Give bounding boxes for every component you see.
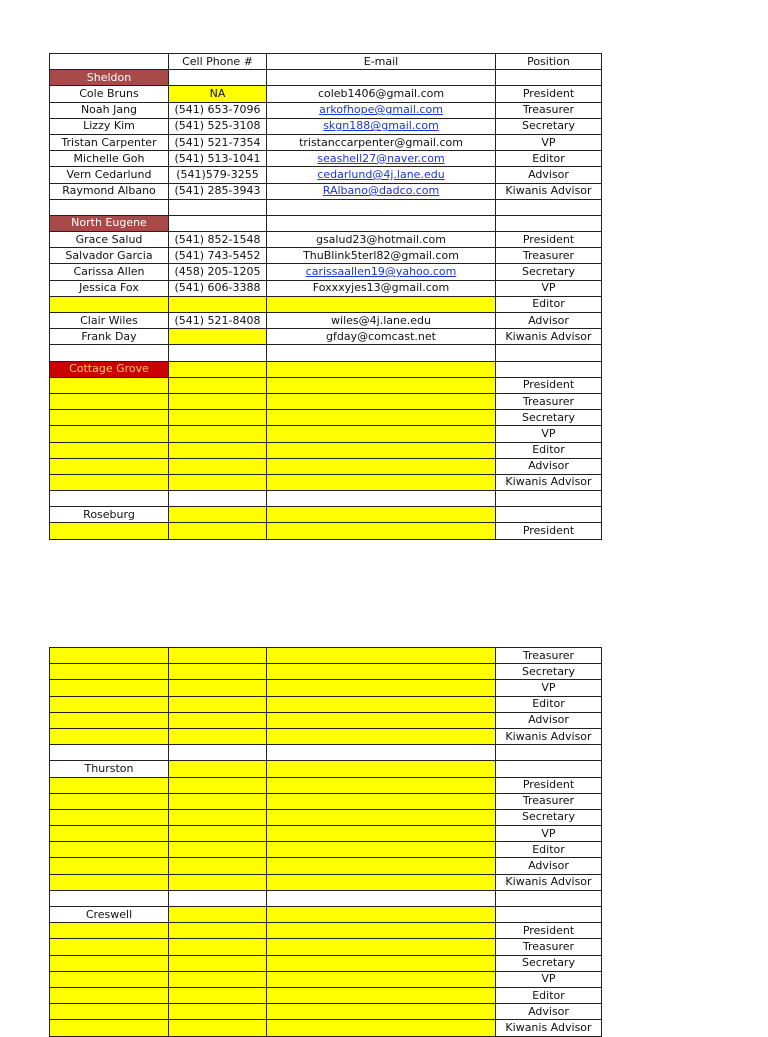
name-cell bbox=[50, 458, 169, 474]
name-cell bbox=[50, 793, 169, 809]
email-cell bbox=[267, 712, 496, 728]
name-cell bbox=[50, 874, 169, 890]
phone-cell: (541) 653-7096 bbox=[169, 102, 267, 118]
phone-cell bbox=[169, 987, 267, 1003]
phone-cell bbox=[169, 745, 267, 761]
phone-cell bbox=[169, 939, 267, 955]
position-cell bbox=[496, 507, 602, 523]
name-cell bbox=[50, 523, 169, 539]
email-cell: gsalud23@hotmail.com bbox=[267, 232, 496, 248]
header-row bbox=[50, 54, 602, 70]
phone-cell bbox=[169, 507, 267, 523]
table-row bbox=[50, 712, 602, 728]
table-row bbox=[50, 215, 602, 231]
email-cell bbox=[267, 745, 496, 761]
phone-cell bbox=[169, 712, 267, 728]
name-cell: Lizzy Kim bbox=[50, 118, 169, 134]
phone-cell bbox=[169, 696, 267, 712]
phone-cell bbox=[169, 858, 267, 874]
email-cell bbox=[267, 102, 496, 118]
email-cell bbox=[267, 377, 496, 393]
table-row bbox=[50, 491, 602, 507]
email-link[interactable]: carissaallen19@yahoo.com bbox=[305, 265, 457, 279]
phone-cell bbox=[169, 777, 267, 793]
name-cell bbox=[50, 345, 169, 361]
table-row bbox=[50, 793, 602, 809]
email-link[interactable]: arkofhope@gmail.com bbox=[319, 103, 443, 117]
name-cell bbox=[50, 777, 169, 793]
position-cell bbox=[496, 745, 602, 761]
table-row bbox=[50, 458, 602, 474]
phone-cell bbox=[169, 393, 267, 409]
name-cell bbox=[50, 410, 169, 426]
email-cell bbox=[267, 939, 496, 955]
name-cell bbox=[50, 393, 169, 409]
phone-cell bbox=[169, 809, 267, 825]
email-cell bbox=[267, 1004, 496, 1020]
name-cell: Thurston bbox=[50, 761, 169, 777]
table-row bbox=[50, 523, 602, 539]
phone-cell bbox=[169, 826, 267, 842]
table-row bbox=[50, 761, 602, 777]
position-cell: President bbox=[496, 232, 602, 248]
table-row bbox=[50, 167, 602, 183]
phone-cell: NA bbox=[169, 86, 267, 102]
name-cell bbox=[50, 442, 169, 458]
table-row bbox=[50, 426, 602, 442]
email-cell bbox=[267, 70, 496, 86]
table-row bbox=[50, 987, 602, 1003]
email-cell bbox=[267, 345, 496, 361]
table-row bbox=[50, 151, 602, 167]
position-cell: Secretary bbox=[496, 955, 602, 971]
position-cell: Editor bbox=[496, 696, 602, 712]
email-cell bbox=[267, 361, 496, 377]
phone-cell bbox=[169, 761, 267, 777]
position-cell: Kiwanis Advisor bbox=[496, 329, 602, 345]
email-cell bbox=[267, 761, 496, 777]
position-cell: Editor bbox=[496, 442, 602, 458]
position-cell: Secretary bbox=[496, 118, 602, 134]
position-cell: Advisor bbox=[496, 858, 602, 874]
table-row bbox=[50, 809, 602, 825]
email-cell bbox=[267, 393, 496, 409]
table-row bbox=[50, 842, 602, 858]
email-cell bbox=[267, 151, 496, 167]
phone-cell bbox=[169, 474, 267, 490]
position-cell bbox=[496, 199, 602, 215]
email-cell bbox=[267, 971, 496, 987]
position-cell: Secretary bbox=[496, 410, 602, 426]
name-cell bbox=[50, 377, 169, 393]
position-cell bbox=[496, 491, 602, 507]
name-cell bbox=[50, 426, 169, 442]
position-cell bbox=[496, 215, 602, 231]
email-link[interactable]: seashell27@naver.com bbox=[317, 151, 445, 165]
phone-cell: (541) 521-7354 bbox=[169, 134, 267, 150]
position-cell: Kiwanis Advisor bbox=[496, 1020, 602, 1036]
email-cell bbox=[267, 923, 496, 939]
table-row bbox=[50, 345, 602, 361]
email-cell bbox=[267, 118, 496, 134]
phone-cell bbox=[169, 1020, 267, 1036]
position-cell: Secretary bbox=[496, 664, 602, 680]
email-cell bbox=[267, 1020, 496, 1036]
position-cell: President bbox=[496, 923, 602, 939]
phone-cell bbox=[169, 971, 267, 987]
name-cell: Tristan Carpenter bbox=[50, 134, 169, 150]
phone-cell bbox=[169, 664, 267, 680]
phone-cell: (458) 205-1205 bbox=[169, 264, 267, 280]
phone-cell bbox=[169, 215, 267, 231]
email-cell bbox=[267, 664, 496, 680]
table-row bbox=[50, 361, 602, 377]
table-row bbox=[50, 134, 602, 150]
phone-cell bbox=[169, 377, 267, 393]
table-row bbox=[50, 442, 602, 458]
name-cell: Roseburg bbox=[50, 507, 169, 523]
email-cell: tristanccarpenter@gmail.com bbox=[267, 134, 496, 150]
phone-cell bbox=[169, 329, 267, 345]
position-cell: Advisor bbox=[496, 458, 602, 474]
phone-cell bbox=[169, 410, 267, 426]
phone-cell bbox=[169, 842, 267, 858]
position-cell: Treasurer bbox=[496, 393, 602, 409]
name-cell: Creswell bbox=[50, 907, 169, 923]
name-cell bbox=[50, 491, 169, 507]
table-row bbox=[50, 410, 602, 426]
table-row bbox=[50, 955, 602, 971]
position-cell: VP bbox=[496, 134, 602, 150]
name-cell bbox=[50, 474, 169, 490]
table-row bbox=[50, 874, 602, 890]
name-cell bbox=[50, 296, 169, 312]
position-cell bbox=[496, 345, 602, 361]
name-cell bbox=[50, 1004, 169, 1020]
position-cell: Treasurer bbox=[496, 102, 602, 118]
header-school bbox=[50, 54, 169, 70]
phone-cell: (541) 743-5452 bbox=[169, 248, 267, 264]
name-cell bbox=[50, 664, 169, 680]
position-cell: Treasurer bbox=[496, 939, 602, 955]
table-row bbox=[50, 728, 602, 744]
position-cell: President bbox=[496, 777, 602, 793]
position-cell: Treasurer bbox=[496, 648, 602, 664]
position-cell: VP bbox=[496, 426, 602, 442]
email-cell bbox=[267, 183, 496, 199]
position-cell: Editor bbox=[496, 842, 602, 858]
phone-cell bbox=[169, 491, 267, 507]
email-cell bbox=[267, 696, 496, 712]
email-cell bbox=[267, 507, 496, 523]
position-cell: President bbox=[496, 86, 602, 102]
table-row bbox=[50, 70, 602, 86]
email-cell bbox=[267, 955, 496, 971]
email-cell bbox=[267, 296, 496, 312]
table-row bbox=[50, 507, 602, 523]
position-cell: Kiwanis Advisor bbox=[496, 474, 602, 490]
table-row bbox=[50, 329, 602, 345]
table-row bbox=[50, 696, 602, 712]
table-row bbox=[50, 86, 602, 102]
table-row bbox=[50, 1004, 602, 1020]
table-row bbox=[50, 377, 602, 393]
table-row bbox=[50, 199, 602, 215]
phone-cell: (541) 513-1041 bbox=[169, 151, 267, 167]
header-email: E-mail bbox=[267, 54, 496, 70]
email-cell bbox=[267, 199, 496, 215]
phone-cell bbox=[169, 874, 267, 890]
phone-cell bbox=[169, 442, 267, 458]
name-cell: Michelle Goh bbox=[50, 151, 169, 167]
phone-cell bbox=[169, 680, 267, 696]
header-phone: Cell Phone # bbox=[169, 54, 267, 70]
position-cell bbox=[496, 890, 602, 906]
position-cell bbox=[496, 361, 602, 377]
position-cell: Kiwanis Advisor bbox=[496, 874, 602, 890]
name-cell: Vern Cedarlund bbox=[50, 167, 169, 183]
email-cell bbox=[267, 890, 496, 906]
email-cell bbox=[267, 167, 496, 183]
table-row bbox=[50, 248, 602, 264]
table-row bbox=[50, 745, 602, 761]
name-cell: Salvador Garcia bbox=[50, 248, 169, 264]
name-cell: North Eugene bbox=[50, 215, 169, 231]
email-cell bbox=[267, 680, 496, 696]
email-cell: coleb1406@gmail.com bbox=[267, 86, 496, 102]
name-cell: Jessica Fox bbox=[50, 280, 169, 296]
table-row bbox=[50, 971, 602, 987]
position-cell: Kiwanis Advisor bbox=[496, 728, 602, 744]
phone-cell bbox=[169, 728, 267, 744]
table1-body bbox=[50, 54, 602, 540]
phone-cell bbox=[169, 523, 267, 539]
name-cell: Raymond Albano bbox=[50, 183, 169, 199]
position-cell: Treasurer bbox=[496, 793, 602, 809]
position-cell: Secretary bbox=[496, 264, 602, 280]
name-cell bbox=[50, 842, 169, 858]
name-cell: Clair Wiles bbox=[50, 313, 169, 329]
table-row bbox=[50, 183, 602, 199]
position-cell: Advisor bbox=[496, 1004, 602, 1020]
table-row bbox=[50, 939, 602, 955]
header-position: Position bbox=[496, 54, 602, 70]
email-cell bbox=[267, 793, 496, 809]
email-cell bbox=[267, 907, 496, 923]
name-cell: Grace Salud bbox=[50, 232, 169, 248]
phone-cell bbox=[169, 458, 267, 474]
phone-cell: (541)579-3255 bbox=[169, 167, 267, 183]
name-cell: Cottage Grove bbox=[50, 361, 169, 377]
email-cell bbox=[267, 215, 496, 231]
position-cell: Advisor bbox=[496, 167, 602, 183]
table-row bbox=[50, 907, 602, 923]
position-cell bbox=[496, 907, 602, 923]
position-cell: Editor bbox=[496, 987, 602, 1003]
phone-cell bbox=[169, 296, 267, 312]
email-cell bbox=[267, 728, 496, 744]
table-row bbox=[50, 890, 602, 906]
phone-cell: (541) 852-1548 bbox=[169, 232, 267, 248]
email-cell: Foxxxyjes13@gmail.com bbox=[267, 280, 496, 296]
name-cell bbox=[50, 648, 169, 664]
email-cell bbox=[267, 648, 496, 664]
contacts-table-page2 bbox=[49, 647, 602, 1037]
position-cell: Editor bbox=[496, 151, 602, 167]
table-row bbox=[50, 777, 602, 793]
email-cell bbox=[267, 264, 496, 280]
email-cell bbox=[267, 858, 496, 874]
phone-cell: (541) 285-3943 bbox=[169, 183, 267, 199]
phone-cell: (541) 521-8408 bbox=[169, 313, 267, 329]
name-cell: Sheldon bbox=[50, 70, 169, 86]
email-cell bbox=[267, 442, 496, 458]
name-cell bbox=[50, 826, 169, 842]
email-cell bbox=[267, 474, 496, 490]
position-cell: Treasurer bbox=[496, 248, 602, 264]
position-cell: President bbox=[496, 377, 602, 393]
table-row bbox=[50, 264, 602, 280]
name-cell bbox=[50, 696, 169, 712]
phone-cell bbox=[169, 199, 267, 215]
email-cell bbox=[267, 777, 496, 793]
name-cell bbox=[50, 1020, 169, 1036]
position-cell: Advisor bbox=[496, 313, 602, 329]
position-cell: Editor bbox=[496, 296, 602, 312]
position-cell: Secretary bbox=[496, 809, 602, 825]
email-cell bbox=[267, 523, 496, 539]
email-cell bbox=[267, 842, 496, 858]
name-cell bbox=[50, 199, 169, 215]
table-row bbox=[50, 118, 602, 134]
table-row bbox=[50, 313, 602, 329]
email-link[interactable]: RAlbano@dadco.com bbox=[322, 184, 440, 198]
table-row bbox=[50, 474, 602, 490]
phone-cell bbox=[169, 361, 267, 377]
name-cell bbox=[50, 745, 169, 761]
email-cell bbox=[267, 410, 496, 426]
position-cell bbox=[496, 761, 602, 777]
email-cell: ThuBlink5terl82@gmail.com bbox=[267, 248, 496, 264]
email-cell bbox=[267, 826, 496, 842]
table-row bbox=[50, 280, 602, 296]
table-row bbox=[50, 826, 602, 842]
table-row bbox=[50, 232, 602, 248]
position-cell: VP bbox=[496, 971, 602, 987]
name-cell bbox=[50, 955, 169, 971]
table-row bbox=[50, 923, 602, 939]
name-cell bbox=[50, 987, 169, 1003]
phone-cell bbox=[169, 426, 267, 442]
name-cell bbox=[50, 712, 169, 728]
phone-cell bbox=[169, 1004, 267, 1020]
phone-cell: (541) 525-3108 bbox=[169, 118, 267, 134]
email-cell: wiles@4j.lane.edu bbox=[267, 313, 496, 329]
name-cell bbox=[50, 728, 169, 744]
position-cell: Advisor bbox=[496, 712, 602, 728]
phone-cell bbox=[169, 793, 267, 809]
name-cell bbox=[50, 680, 169, 696]
name-cell bbox=[50, 809, 169, 825]
phone-cell bbox=[169, 70, 267, 86]
phone-cell bbox=[169, 890, 267, 906]
table-row bbox=[50, 858, 602, 874]
name-cell: Noah Jang bbox=[50, 102, 169, 118]
phone-cell bbox=[169, 345, 267, 361]
name-cell bbox=[50, 890, 169, 906]
table-row bbox=[50, 296, 602, 312]
email-cell bbox=[267, 987, 496, 1003]
email-cell bbox=[267, 874, 496, 890]
name-cell: Frank Day bbox=[50, 329, 169, 345]
email-cell bbox=[267, 809, 496, 825]
email-link[interactable]: skgn188@gmail.com bbox=[323, 119, 439, 133]
name-cell bbox=[50, 923, 169, 939]
phone-cell bbox=[169, 923, 267, 939]
table-row bbox=[50, 102, 602, 118]
name-cell bbox=[50, 939, 169, 955]
name-cell bbox=[50, 971, 169, 987]
name-cell: Carissa Allen bbox=[50, 264, 169, 280]
position-cell: VP bbox=[496, 280, 602, 296]
phone-cell bbox=[169, 648, 267, 664]
phone-cell bbox=[169, 907, 267, 923]
table-row bbox=[50, 1020, 602, 1036]
phone-cell: (541) 606-3388 bbox=[169, 280, 267, 296]
table-row bbox=[50, 648, 602, 664]
name-cell bbox=[50, 858, 169, 874]
position-cell: VP bbox=[496, 680, 602, 696]
name-cell: Cole Bruns bbox=[50, 86, 169, 102]
table-row bbox=[50, 393, 602, 409]
email-cell bbox=[267, 458, 496, 474]
position-cell: Kiwanis Advisor bbox=[496, 183, 602, 199]
position-cell bbox=[496, 70, 602, 86]
email-link[interactable]: cedarlund@4j.lane.edu bbox=[317, 167, 445, 181]
table-row bbox=[50, 664, 602, 680]
email-cell bbox=[267, 491, 496, 507]
email-cell: gfday@comcast.net bbox=[267, 329, 496, 345]
email-cell bbox=[267, 426, 496, 442]
phone-cell bbox=[169, 955, 267, 971]
table-row bbox=[50, 680, 602, 696]
position-cell: President bbox=[496, 523, 602, 539]
contacts-table-page1 bbox=[49, 53, 602, 540]
table2-body bbox=[50, 648, 602, 1037]
position-cell: VP bbox=[496, 826, 602, 842]
